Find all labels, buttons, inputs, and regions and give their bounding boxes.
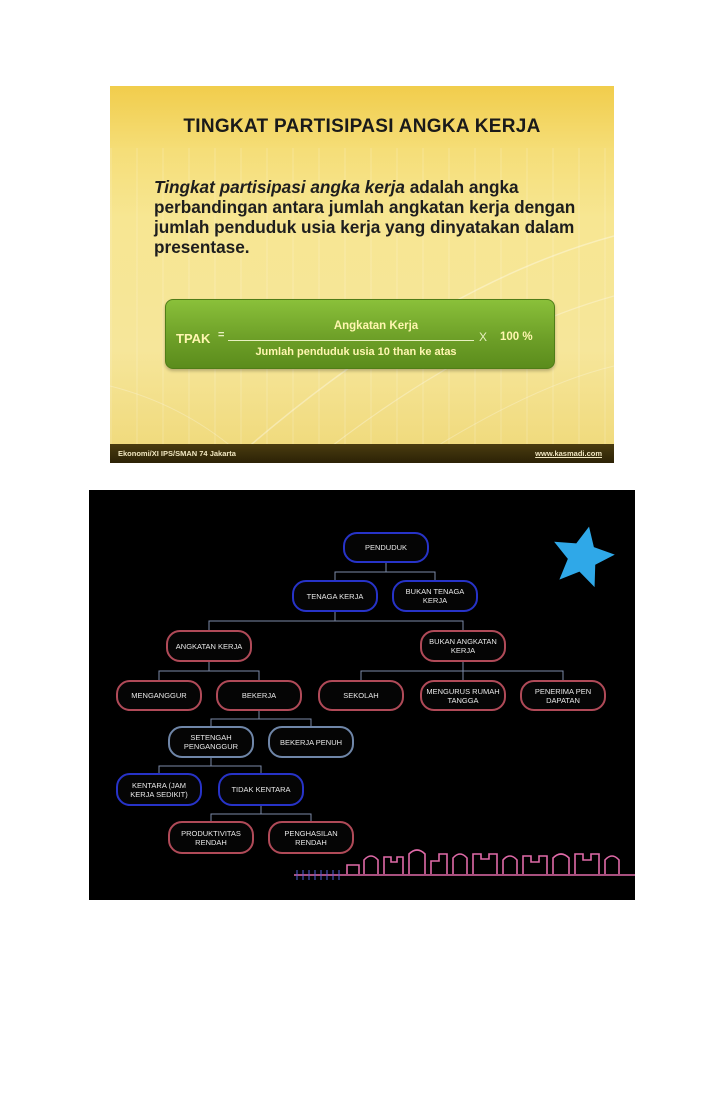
- node-produktivitas-rendah: PRODUKTIVITAS RENDAH: [168, 821, 254, 854]
- node-mengurus-rumah-tangga: MENGURUS RUMAH TANGGA: [420, 680, 506, 711]
- decorative-border: [294, 850, 635, 875]
- definition-body: adalah angka perbandingan antara jumlah angkatan kerja dengan jumlah penduduk usia kerja yang dinyatakan dalam presentase.: [154, 177, 576, 257]
- definition-text: [154, 177, 584, 257]
- node-tenaga-kerja: TENAGA KERJA: [292, 580, 378, 612]
- footer-website-link[interactable]: www.kasmadi.com: [535, 449, 602, 458]
- definition-term: Tingkat partisipasi angka kerja: [154, 177, 405, 197]
- formula-lhs: TPAK: [176, 331, 211, 346]
- star-icon: [547, 520, 620, 590]
- node-bukan-tenaga-kerja: BUKAN TENAGA KERJA: [392, 580, 478, 612]
- formula-equals: =: [218, 329, 225, 341]
- node-bekerja: BEKERJA: [216, 680, 302, 711]
- node-penduduk: PENDUDUK: [343, 532, 429, 563]
- fraction-line: [228, 340, 474, 341]
- node-bukan-angkatan-kerja: BUKAN ANGKATAN KERJA: [420, 630, 506, 662]
- formula-numerator: Angkatan Kerja: [333, 320, 419, 332]
- formula-denominator: Jumlah penduduk usia 10 than ke atas: [255, 346, 457, 358]
- slide-tpak: [110, 86, 614, 463]
- node-tidak-kentara: TIDAK KENTARA: [218, 773, 304, 806]
- node-penghasilan-rendah: PENGHASILAN RENDAH: [268, 821, 354, 854]
- formula-percent: 100 %: [500, 331, 533, 343]
- footer-source: Ekonomi/XI IPS/SMAN 74 Jakarta: [118, 449, 236, 458]
- formula-box: [165, 299, 555, 369]
- node-menganggur: MENGANGGUR: [116, 680, 202, 711]
- formula-times: X: [479, 330, 488, 344]
- node-sekolah: SEKOLAH: [318, 680, 404, 711]
- node-bekerja-penuh: BEKERJA PENUH: [268, 726, 354, 758]
- node-angkatan-kerja: ANGKATAN KERJA: [166, 630, 252, 662]
- background-arcs: [110, 86, 614, 463]
- slide-population-diagram: [89, 490, 635, 900]
- slide-footer: [110, 444, 614, 463]
- node-kentara: KENTARA (JAM KERJA SEDIKIT): [116, 773, 202, 806]
- slide-title: TINGKAT PARTISIPASI ANGKA KERJA: [183, 116, 541, 137]
- node-penerima-pendapatan: PENERIMA PEN DAPATAN: [520, 680, 606, 711]
- node-setengah-penganggur: SETENGAH PENGANGGUR: [168, 726, 254, 758]
